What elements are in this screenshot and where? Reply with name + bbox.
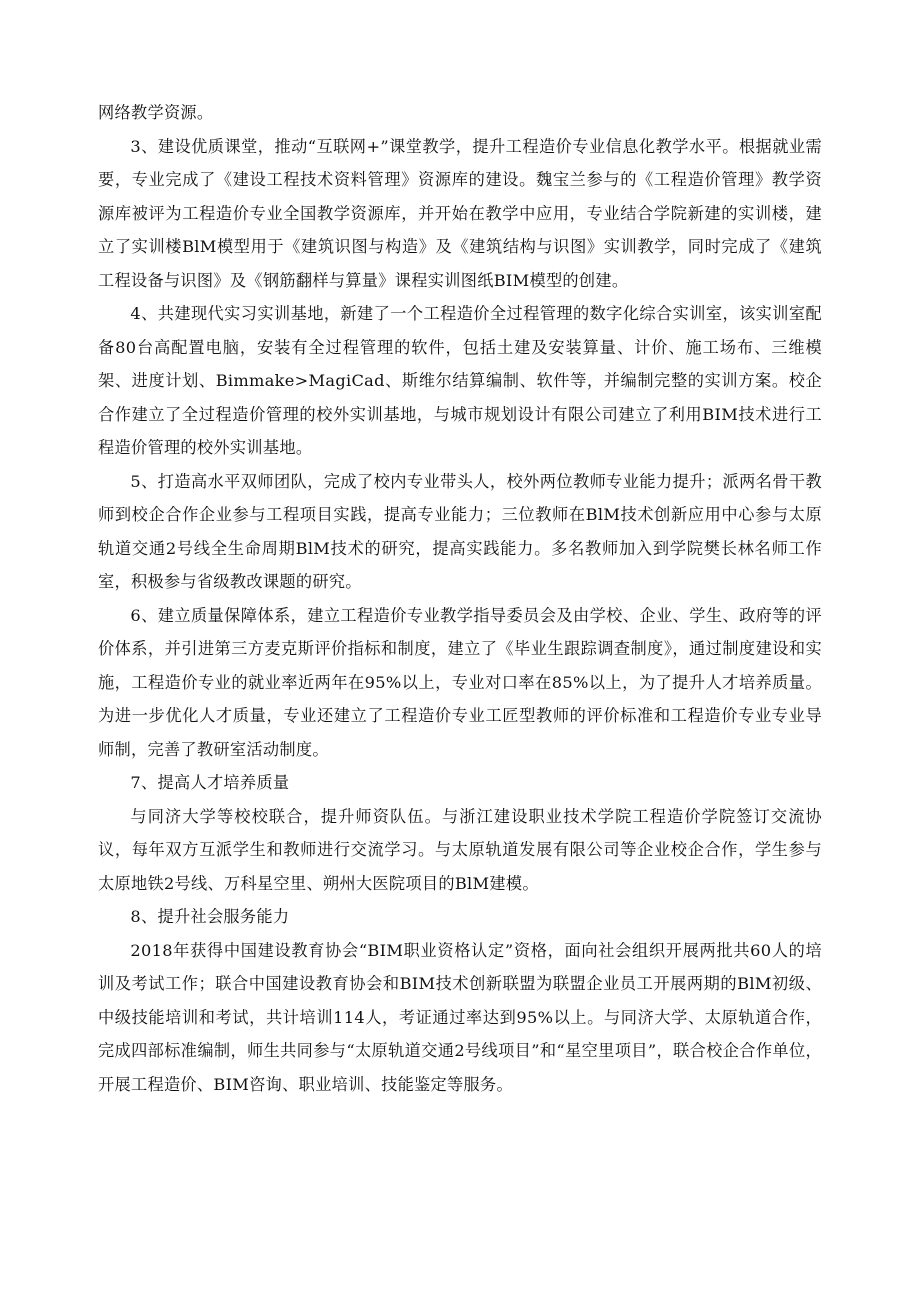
paragraph-item-8-body: 2018年获得中国建设教育协会“BIM职业资格认定”资格，面向社会组织开展两批共60人的培训及考试工作；联合中国建设教育协会和BIM技术创新联盟为联盟企业员工开展两期的BlM初级、中级技能培训和考试，共计培训114人，考证通过率达到95%以上。与同济大学、太原轨道合作，完成四部标准编制，师生共同参与“太原轨道交通2号线项目”和“星空里项目”，联合校企合作单位，开展工程造价、BIM咨询、职业培训、技能鉴定等服务。	[98, 940, 822, 1094]
paragraph-item-4: 4、共建现代实习实训基地，新建了一个工程造价全过程管理的数字化综合实训室，该实训室配备80台高配置电脑，安装有全过程管理的软件，包括土建及安装算量、计价、施工场布、三维模架、进度计划、Bimmake>MagiCad、斯维尔结算编制、软件等，并编制完整的实训方案。校企合作建立了全过程造价管理的校外实训基地，与城市规划设计有限公司建立了利用BIM技术进行工程造价管理的校外实训基地。	[98, 304, 822, 457]
paragraph-heading-7: 7、提高人才培养质量	[130, 773, 290, 792]
paragraph-heading-8: 8、提升社会服务能力	[130, 907, 290, 926]
document-body	[98, 96, 822, 1101]
paragraph-item-3: 3、建设优质课堂，推动“互联网+”课堂教学，提升工程造价专业信息化教学水平。根据就业需要，专业完成了《建设工程技术资料管理》资源库的建设。魏宝兰参与的《工程造价管理》教学资源库被评为工程造价专业全国教学资源库，并开始在教学中应用，专业结合学院新建的实训楼，建立了实训楼BlM模型用于《建筑识图与构造》及《建筑结构与识图》实训教学，同时完成了《建筑工程设备与识图》及《钢筋翻样与算量》课程实训图纸BIM模型的创建。	[98, 136, 822, 290]
paragraph-item-7-body: 与同济大学等校校联合，提升师资队伍。与浙江建设职业技术学院工程造价学院签订交流协议，每年双方互派学生和教师进行交流学习。与太原轨道发展有限公司等企业校企合作，学生参与太原地铁2号线、万科星空里、朔州大医院项目的BlM建模。	[98, 806, 822, 893]
paragraph-item-6: 6、建立质量保障体系，建立工程造价专业教学指导委员会及由学校、企业、学生、政府等的评价体系，并引进第三方麦克斯评价指标和制度，建立了《毕业生跟踪调查制度》，通过制度建设和实施，工程造价专业的就业率近两年在95%以上，专业对口率在85%以上，为了提升人才培养质量。为进一步优化人才质量，专业还建立了工程造价专业工匠型教师的评价标准和工程造价专业专业导师制，完善了教研室活动制度。	[98, 605, 822, 759]
paragraph-item-5: 5、打造高水平双师团队，完成了校内专业带头人，校外两位教师专业能力提升；派两名骨干教师到校企合作企业参与工程项目实践，提高专业能力；三位教师在BlM技术创新应用中心参与太原轨道交通2号线全生命周期BlM技术的研究，提高实践能力。多名教师加入到学院樊长林名师工作室，积极参与省级教改课题的研究。	[98, 471, 822, 591]
paragraph-continuation: 网络教学资源。	[98, 103, 214, 122]
